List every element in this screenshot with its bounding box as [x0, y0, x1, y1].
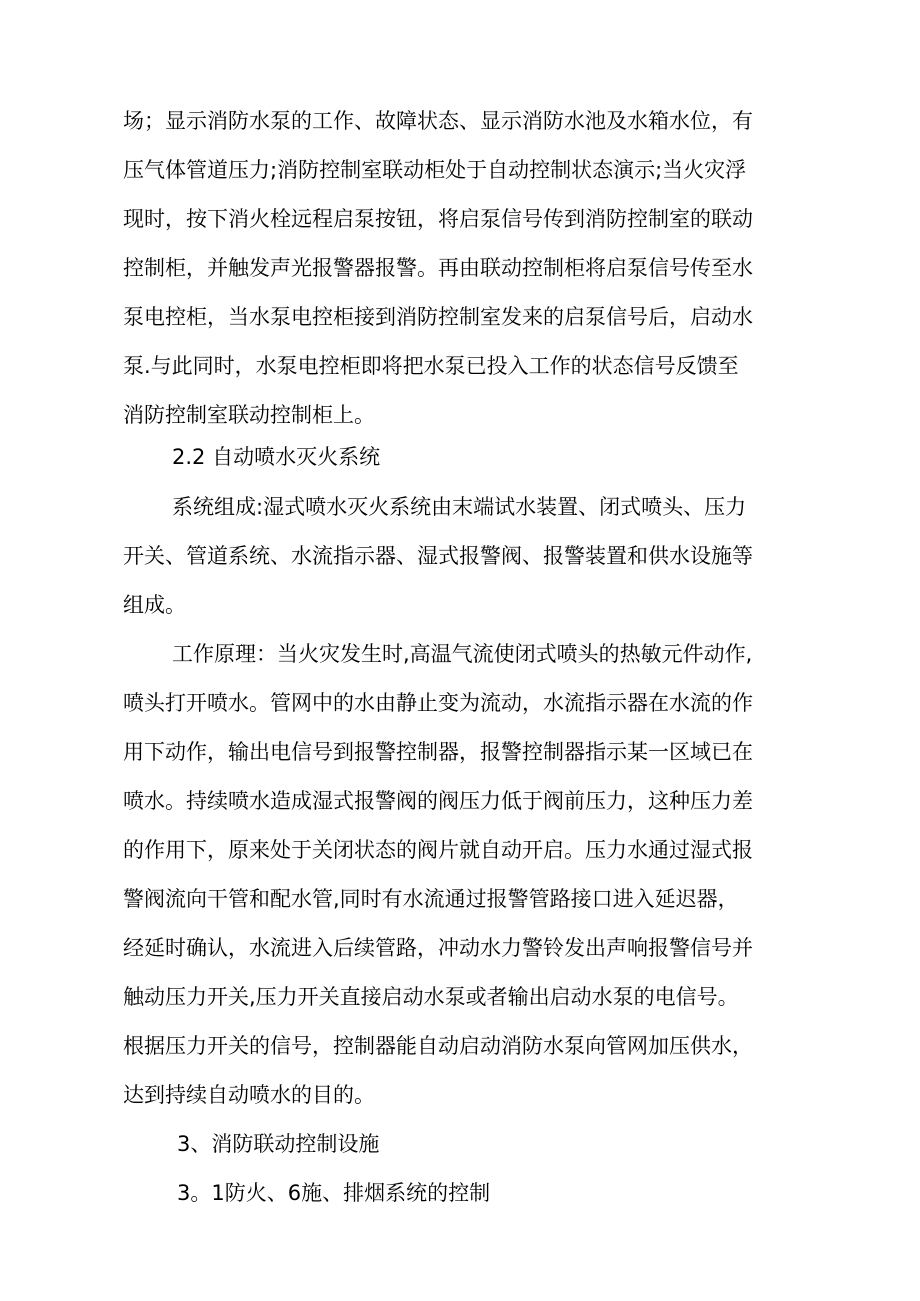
section-heading-2-2: 2.2 自动喷水灭火系统 [172, 445, 381, 469]
section-heading-3-1: 3。1防火、6施、排烟系统的控制 [177, 1181, 491, 1205]
paragraph-line: 的作用下，原来处于关闭状态的阀片就自动开启。压力水通过湿式报 [123, 838, 753, 862]
paragraph-line: 经延时确认，水流进入后续管路，冲动水力警铃发出声响报警信号并 [123, 936, 753, 960]
paragraph-line: 现时，按下消火栓远程启泵按钮，将启泵信号传到消防控制室的联动 [123, 207, 753, 231]
section-heading-3: 3、消防联动控制设施 [177, 1132, 380, 1156]
paragraph-line: 组成。 [123, 593, 186, 617]
paragraph-line: 消防控制室联动控制柜上。 [123, 403, 375, 427]
paragraph-line: 触动压力开关,压力开关直接启动水泵或者输出启动水泵的电信号。 [123, 985, 739, 1009]
paragraph-line: 喷头打开喷水。管网中的水由静止变为流动，水流指示器在水流的作 [123, 691, 753, 715]
paragraph-line: 系统组成:湿式喷水灭火系统由末端试水装置、闭式喷头、压力 [172, 495, 747, 519]
paragraph-line: 达到持续自动喷水的目的。 [123, 1083, 375, 1107]
paragraph-line: 泵电控柜，当水泵电控柜接到消防控制室发来的启泵信号后，启动水 [123, 305, 753, 329]
paragraph-line: 场；显示消防水泵的工作、故障状态、显示消防水池及水箱水位，有 [123, 109, 753, 133]
paragraph-line: 控制柜，并触发声光报警器报警。再由联动控制柜将启泵信号传至水 [123, 256, 753, 280]
paragraph-line: 喷水。持续喷水造成湿式报警阀的阀压力低于阀前压力，这种压力差 [123, 789, 753, 813]
paragraph-line: 压气体管道压力;消防控制室联动柜处于自动控制状态演示;当火灾浮 [123, 158, 747, 182]
paragraph-line: 泵.与此同时，水泵电控柜即将把水泵已投入工作的状态信号反馈至 [123, 354, 739, 378]
paragraph-line: 工作原理：当火灾发生时,高温气流使闭式喷头的热敏元件动作, [172, 642, 753, 666]
paragraph-line: 警阀流向干管和配水管,同时有水流通过报警管路接口进入延迟器， [123, 887, 739, 911]
paragraph-line: 用下动作，输出电信号到报警控制器，报警控制器指示某一区域已在 [123, 740, 753, 764]
paragraph-line: 根据压力开关的信号，控制器能自动启动消防水泵向管网加压供水， [123, 1034, 753, 1058]
paragraph-line: 开关、管道系统、水流指示器、湿式报警阀、报警装置和供水设施等 [123, 544, 753, 568]
